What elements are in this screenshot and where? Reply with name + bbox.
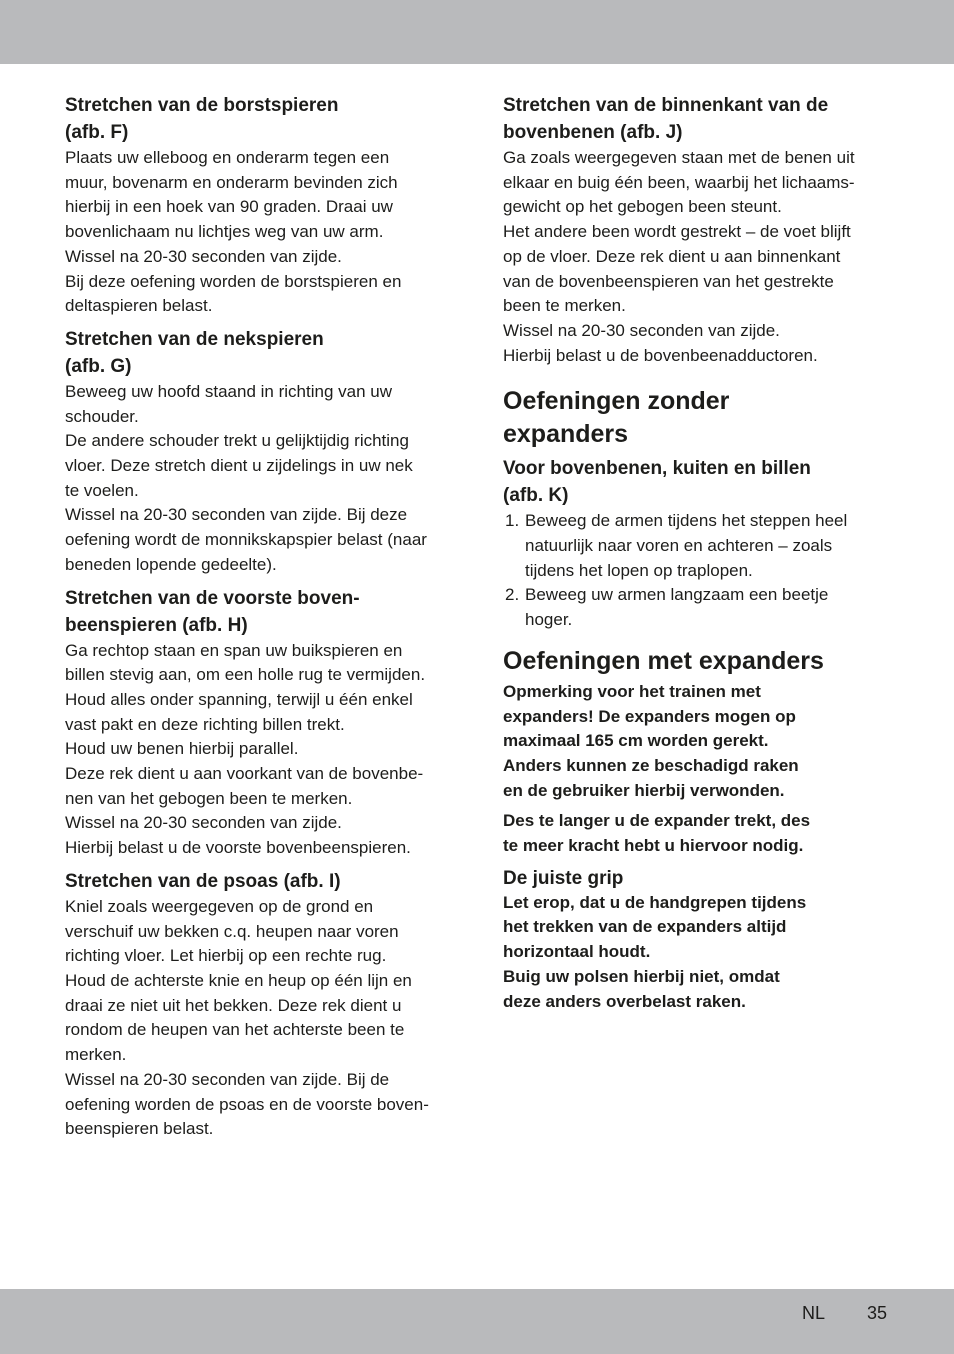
header-bar — [0, 0, 954, 64]
left-column — [65, 92, 455, 1149]
heading-without-expanders: Oefeningen zonder expanders — [503, 387, 730, 449]
subheading-legs: Voor bovenbenen, kuiten en billen (afb. K) — [503, 458, 811, 507]
section-text: Ga zoals weergegeven staan met de benen uit elkaar en buig één been, waarbij het lichaams- gewicht op het gebogen been steunt. Het andere been wordt gestrekt – de voet blijft op de vloer. Deze rek dient u aan binnenkant van de bovenbeenspieren van het gestrekte been te merken. Wissel na 20-30 seconden van zijde. Hierbij belast u de bovenbeenadductoren. — [503, 148, 855, 365]
warning-note: Opmerking voor het trainen met expanders! De expanders mogen op maximaal 165 cm worden gerekt. Anders kunnen ze beschadigd raken en de gebruiker hierbij verwonden. — [503, 681, 799, 800]
section-psoas-stretch — [65, 868, 455, 1142]
section-text: Kniel zoals weergegeven op de grond en verschuif uw bekken c.q. heupen naar voren richting vloer. Let hierbij op een rechte rug. Houd de achterste knie en heup op één lijn en draai ze niet uit het bekken. Deze rek dient u rondom de heupen van het achterste been te merken. Wissel na 20-30 seconden van zijde. Bij de oefening worden de psoas en de voorste boven- beenspieren belast. — [65, 896, 429, 1139]
section-title: Stretchen van de nekspieren (afb. G) — [65, 328, 324, 377]
list-item: 1. Beweeg de armen tijdens het steppen heel natuurlijk naar voren en achteren – zoals tijdens het lopen op traplopen. — [505, 511, 848, 580]
grip-text: Let erop, dat u de handgrepen tijdens het trekken van de expanders altijd horizontaal houdt. Buig uw polsen hierbij niet, omdat deze anders overbelast raken. — [503, 892, 807, 1011]
exercise-list — [503, 509, 895, 633]
right-column — [503, 92, 895, 1014]
section-title: Stretchen van de voorste boven- beenspieren (afb. H) — [65, 587, 360, 636]
section-text: Beweeg uw hoofd staand in richting van uw schouder. De andere schouder trekt u gelijktijdig richting vloer. Deze stretch dient u zijdelings in uw nek te voelen. Wissel na 20-30 seconden van zijde. Bij deze oefening wordt de monnikskapspier belast (naar beneden lopende gedeelte). — [65, 381, 427, 574]
section-chest-stretch — [65, 92, 455, 319]
grip-title: De juiste grip — [503, 867, 624, 889]
section-without-expanders — [503, 385, 895, 633]
section-title: Stretchen van de binnenkant van de bovenbenen (afb. J) — [503, 95, 829, 143]
section-text: Ga rechtop staan en span uw buikspieren en billen stevig aan, om een holle rug te vermijden. Houd alles onder spanning, terwijl u één enkel vast pakt en deze richting billen trekt. Houd uw benen hierbij parallel. Deze rek dient u aan voorkant van de bovenbe- nen van het gebogen been te merken. Wissel na 20-30 seconden van zijde. Hierbij belast u de voorste bovenbeenspieren. — [65, 640, 426, 858]
heading-with-expanders: Oefeningen met expanders — [503, 646, 824, 675]
section-title: Stretchen van de borstspieren (afb. F) — [65, 95, 339, 143]
section-text: Plaats uw elleboog en onderarm tegen een muur, bovenarm en onderarm bevinden zich hierbij in een hoek van 90 graden. Draai uw bovenlichaam nu lichtjes weg van uw arm. Wissel na 20-30 seconden van zijde. Bij deze oefening worden de borstspieren en deltaspieren belast. — [65, 148, 402, 316]
footer-language: NL — [802, 1303, 826, 1323]
section-quad-stretch — [65, 585, 455, 861]
section-inner-thigh-stretch — [503, 92, 895, 368]
section-title: Stretchen van de psoas (afb. I) — [65, 870, 341, 892]
force-note: Des te langer u de expander trekt, des te meer kracht hebt u hiervoor nodig. — [503, 811, 811, 856]
list-item: 2. Beweeg uw armen langzaam een beetje hoger. — [505, 585, 829, 630]
page-number: 35 — [867, 1303, 888, 1323]
section-with-expanders — [503, 645, 895, 1014]
section-neck-stretch — [65, 326, 455, 578]
